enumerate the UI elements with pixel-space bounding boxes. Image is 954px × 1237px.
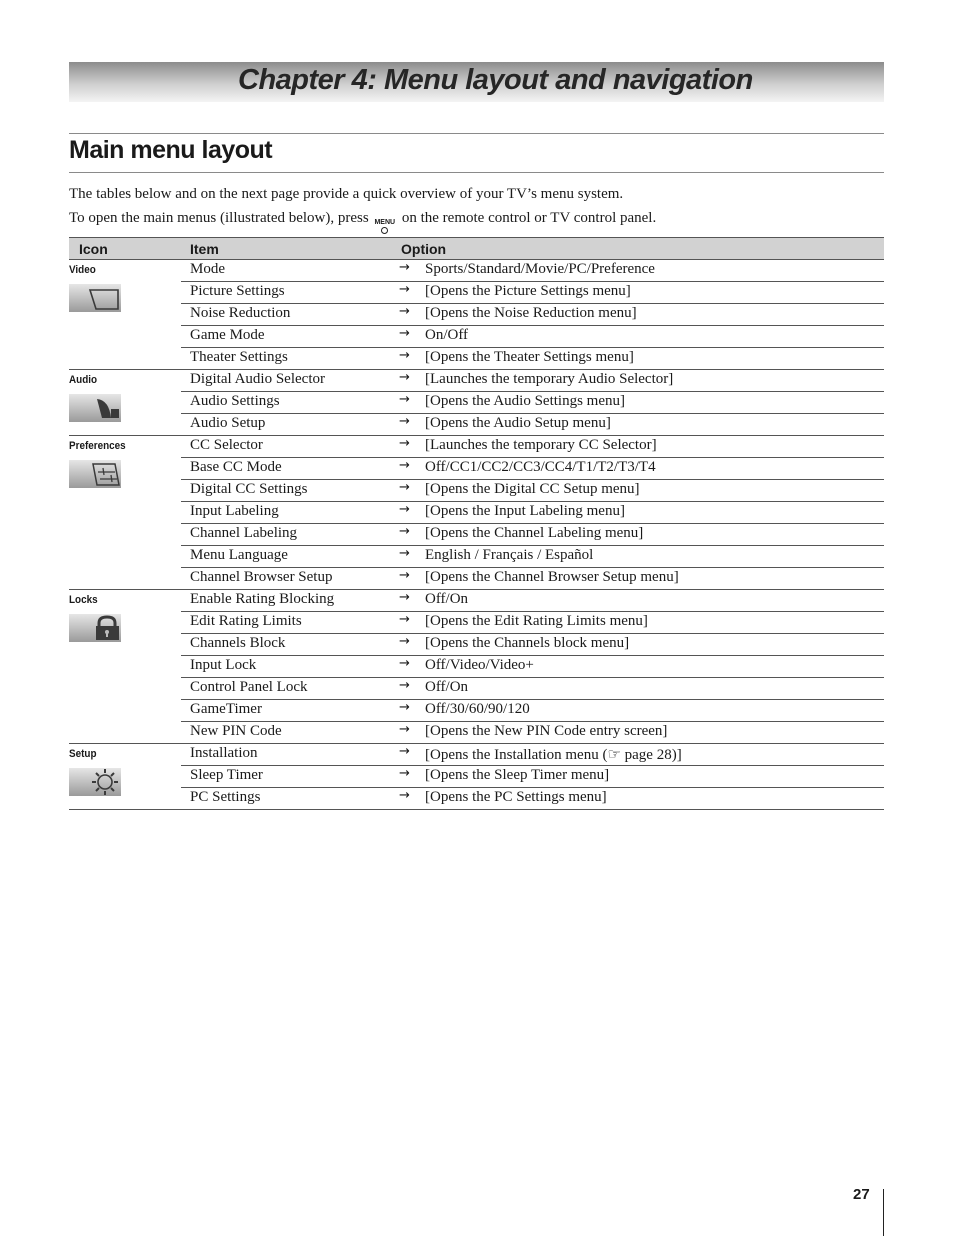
table-body bbox=[69, 260, 884, 810]
table-row bbox=[181, 370, 884, 392]
arrow-icon: → bbox=[399, 414, 410, 429]
table-row bbox=[181, 480, 884, 502]
chapter-title: Chapter 4: Menu layout and navigation bbox=[238, 64, 753, 96]
arrow-icon: → bbox=[399, 282, 410, 297]
table-row bbox=[181, 612, 884, 634]
video-icon bbox=[69, 284, 121, 312]
table-row bbox=[181, 282, 884, 304]
arrow-icon: → bbox=[399, 458, 410, 473]
row-option: [Opens the Channel Labeling menu] bbox=[425, 525, 644, 541]
arrow-icon: → bbox=[399, 568, 410, 583]
intro-line-2-before: To open the main menus (illustrated below), press bbox=[69, 210, 369, 226]
table-row bbox=[181, 700, 884, 722]
row-option: [Opens the Channel Browser Setup menu] bbox=[425, 569, 679, 585]
row-option: Sports/Standard/Movie/PC/Preference bbox=[425, 261, 655, 277]
menu-key-label: MENU bbox=[374, 219, 396, 226]
row-item: Menu Language bbox=[190, 547, 288, 563]
group-rows bbox=[181, 260, 884, 369]
row-option: Off/Video/Video+ bbox=[425, 657, 534, 673]
row-item: Theater Settings bbox=[190, 349, 288, 365]
table-row bbox=[181, 788, 884, 809]
lock-icon bbox=[69, 614, 121, 642]
table-row bbox=[181, 722, 884, 743]
row-item: PC Settings bbox=[190, 789, 261, 805]
group-label: Preferences bbox=[69, 440, 126, 452]
group-rows bbox=[181, 744, 884, 809]
row-option: [Launches the temporary CC Selector] bbox=[425, 437, 657, 453]
arrow-icon: → bbox=[399, 722, 410, 737]
table-row bbox=[181, 326, 884, 348]
row-option: [Opens the Picture Settings menu] bbox=[425, 283, 631, 299]
arrow-icon: → bbox=[399, 744, 410, 759]
row-option: English / Français / Español bbox=[425, 547, 594, 563]
arrow-icon: → bbox=[399, 348, 410, 363]
row-option: [Opens the Audio Setup menu] bbox=[425, 415, 611, 431]
table-row bbox=[181, 260, 884, 282]
row-option: Off/CC1/CC2/CC3/CC4/T1/T2/T3/T4 bbox=[425, 459, 656, 475]
arrow-icon: → bbox=[399, 392, 410, 407]
section-title: Main menu layout bbox=[69, 136, 273, 164]
audio-icon bbox=[69, 394, 121, 422]
table-row bbox=[181, 634, 884, 656]
table-row bbox=[181, 392, 884, 414]
table-row bbox=[181, 304, 884, 326]
arrow-icon: → bbox=[399, 590, 410, 605]
arrow-icon: → bbox=[399, 612, 410, 627]
arrow-icon: → bbox=[399, 480, 410, 495]
menu-group-video bbox=[69, 260, 884, 370]
row-option: [Launches the temporary Audio Selector] bbox=[425, 371, 674, 387]
row-option: Off/On bbox=[425, 679, 469, 695]
arrow-icon: → bbox=[399, 260, 410, 275]
table-row bbox=[181, 590, 884, 612]
table-row bbox=[181, 436, 884, 458]
row-option: [Opens the New PIN Code entry screen] bbox=[425, 723, 668, 739]
row-item: Enable Rating Blocking bbox=[190, 591, 335, 607]
table-row bbox=[181, 502, 884, 524]
table-row bbox=[181, 678, 884, 700]
row-item: Control Panel Lock bbox=[190, 679, 308, 695]
row-option: [Opens the Noise Reduction menu] bbox=[425, 305, 637, 321]
arrow-icon: → bbox=[399, 326, 410, 341]
menu-group-preferences bbox=[69, 436, 884, 590]
row-item: Installation bbox=[190, 745, 258, 761]
row-item: Base CC Mode bbox=[190, 459, 282, 475]
row-item: Digital CC Settings bbox=[190, 481, 308, 497]
row-item: Digital Audio Selector bbox=[190, 371, 325, 387]
header-option: Option bbox=[401, 241, 447, 257]
gear-icon bbox=[69, 768, 121, 796]
row-option: [Opens the Digital CC Setup menu] bbox=[425, 481, 640, 497]
menu-group-setup bbox=[69, 744, 884, 810]
table-row bbox=[181, 744, 884, 766]
table-row bbox=[181, 458, 884, 480]
row-item: Channels Block bbox=[190, 635, 286, 651]
page-number-rule bbox=[883, 1189, 884, 1236]
row-item: Sleep Timer bbox=[190, 767, 263, 783]
group-rows bbox=[181, 436, 884, 589]
preferences-icon bbox=[69, 460, 121, 488]
row-item: Mode bbox=[190, 261, 225, 277]
row-option: On/Off bbox=[425, 327, 469, 343]
arrow-icon: → bbox=[399, 700, 410, 715]
menu-group-audio bbox=[69, 370, 884, 436]
arrow-icon: → bbox=[399, 788, 410, 803]
arrow-icon: → bbox=[399, 678, 410, 693]
arrow-icon: → bbox=[399, 634, 410, 649]
table-row bbox=[181, 568, 884, 589]
arrow-icon: → bbox=[399, 656, 410, 671]
row-option: [Opens the Input Labeling menu] bbox=[425, 503, 625, 519]
row-item: CC Selector bbox=[190, 437, 263, 453]
table-row bbox=[181, 546, 884, 568]
arrow-icon: → bbox=[399, 436, 410, 451]
table-row bbox=[181, 766, 884, 788]
arrow-icon: → bbox=[399, 524, 410, 539]
row-option: [Opens the Channels block menu] bbox=[425, 635, 630, 651]
intro-line-1: The tables below and on the next page provide a quick overview of your TV’s menu system. bbox=[69, 186, 624, 202]
row-option: [Opens the Audio Settings menu] bbox=[425, 393, 625, 409]
header-item: Item bbox=[190, 241, 219, 257]
menu-key-icon bbox=[374, 219, 395, 234]
row-item: Input Labeling bbox=[190, 503, 279, 519]
intro-line-2-after: on the remote control or TV control panel. bbox=[401, 210, 657, 226]
group-label: Audio bbox=[69, 374, 98, 386]
arrow-icon: → bbox=[399, 546, 410, 561]
section-top-rule bbox=[69, 133, 884, 134]
row-item: GameTimer bbox=[190, 701, 262, 717]
row-item: Input Lock bbox=[190, 657, 257, 673]
row-option: [Opens the Theater Settings menu] bbox=[425, 349, 634, 365]
menu-key-circle bbox=[381, 227, 388, 234]
table-header bbox=[69, 237, 884, 260]
row-option: [Opens the Installation menu (☞ page 28)] bbox=[425, 747, 682, 763]
row-option: [Opens the Sleep Timer menu] bbox=[425, 767, 610, 783]
group-label: Setup bbox=[69, 748, 97, 760]
row-item: Channel Browser Setup bbox=[190, 569, 333, 585]
group-rows bbox=[181, 370, 884, 435]
row-item: Audio Settings bbox=[190, 393, 280, 409]
page-number: 27 bbox=[853, 1186, 870, 1203]
intro-line-2 bbox=[69, 210, 656, 234]
table-row bbox=[181, 656, 884, 678]
row-item: Noise Reduction bbox=[190, 305, 291, 321]
row-item: New PIN Code bbox=[190, 723, 282, 739]
table-row bbox=[181, 414, 884, 435]
row-option: Off/On bbox=[425, 591, 469, 607]
table-row bbox=[181, 524, 884, 546]
group-label: Locks bbox=[69, 594, 98, 606]
row-option: Off/30/60/90/120 bbox=[425, 701, 530, 717]
arrow-icon: → bbox=[399, 766, 410, 781]
row-item: Picture Settings bbox=[190, 283, 285, 299]
row-item: Audio Setup bbox=[190, 415, 266, 431]
row-option: [Opens the PC Settings menu] bbox=[425, 789, 607, 805]
arrow-icon: → bbox=[399, 502, 410, 517]
menu-table bbox=[69, 237, 884, 810]
menu-group-locks bbox=[69, 590, 884, 744]
row-option: [Opens the Edit Rating Limits menu] bbox=[425, 613, 648, 629]
section-bottom-rule bbox=[69, 172, 884, 173]
row-item: Channel Labeling bbox=[190, 525, 298, 541]
arrow-icon: → bbox=[399, 370, 410, 385]
group-label: Video bbox=[69, 264, 96, 276]
table-row bbox=[181, 348, 884, 369]
group-rows bbox=[181, 590, 884, 743]
arrow-icon: → bbox=[399, 304, 410, 319]
row-item: Edit Rating Limits bbox=[190, 613, 302, 629]
row-item: Game Mode bbox=[190, 327, 265, 343]
header-icon: Icon bbox=[79, 241, 108, 257]
